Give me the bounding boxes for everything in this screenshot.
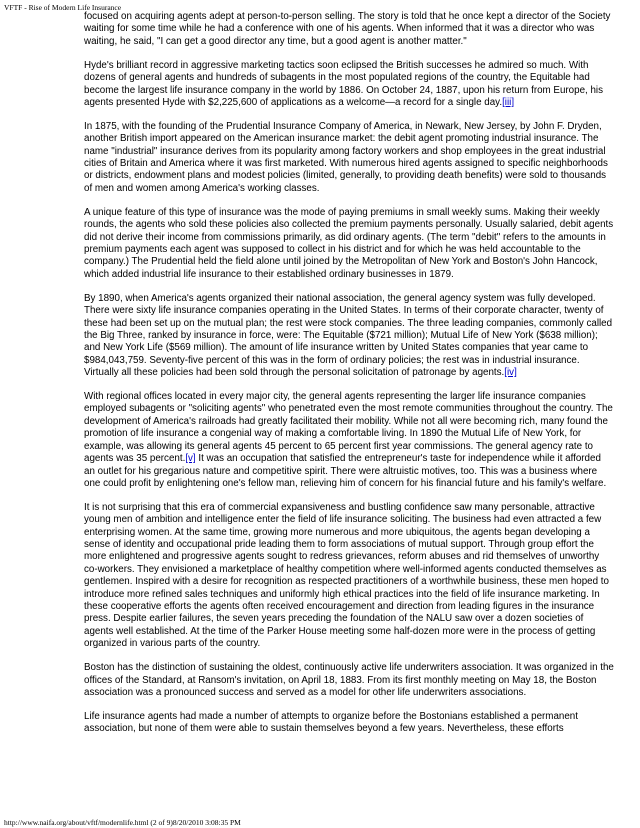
page-footer-url: http://www.naifa.org/about/vftf/modernlife.html (2 of 9)8/20/2010 3:08:35 PM	[4, 818, 241, 827]
article-body	[84, 11, 614, 747]
paragraph-text: A unique feature of this type of insurance was the mode of paying premiums in small weekly sums. Making their weekly rounds, the agents who sold these policies also collected the premium payments personally. Usually salaried, debit agents did not derive their income from commissions primarily, as did ordinary agents. (The term "debit" refers to the amounts in premium payments each agent was supposed to collect in his district and for which he was held accountable to the company.) The Prudential held the field alone until joined by the Metropolitan of New York and Boston's John Hancock, which added industrial life insurance to their established ordinary businesses in 1879.	[84, 206, 614, 280]
paragraph	[84, 502, 614, 651]
paragraph-text-continued: It was an occupation that satisfied the entrepreneur's taste for independence while it afforded an outlet for his gregarious nature and competitive spirit. There were altruistic motives, too. This was a business where one could profit by enlightening one's fellow man, relieving him of concern for his financial future and his family's welfare.	[84, 453, 607, 489]
paragraph-text: focused on acquiring agents adept at person-to-person selling. The story is told that he once kept a director of the Society waiting for some time while he had a conference with one of his agents. When informed that it was a director who was waiting, he said, "I can get a good director any time, but a good agent is another matter."	[84, 11, 611, 47]
paragraph	[84, 391, 614, 490]
paragraph-text: Hyde's brilliant record in aggressive marketing tactics soon eclipsed the British successes he admired so much. With dozens of general agents and hundreds of subagents in the most populated regions of the country, the Equitable had become the largest life insurance company in the world by 1886. On October 24, 1887, upon his return from Europe, his agents presented Hyde with $2,225,600 of applications as a welcome—a record for a single day.	[84, 59, 603, 108]
page-header: VFTF - Rise of Modern Life Insurance	[4, 3, 122, 12]
paragraph	[84, 60, 614, 110]
paragraph	[84, 711, 614, 736]
paragraph-text: With regional offices located in every major city, the general agents representing the larger life insurance companies employed subagents or "soliciting agents" who penetrated even the most remote communities throughout the country. The development of America's railroads had greatly facilitated their mobility. While not all were becoming rich, many found the promotion of life insurance a congenial way of making a comfortable living. In 1890 the Mutual Life of New York, for example, was allowing its general agents 45 percent to 65 percent first year commissions. The general agency rate to agents was 35 percent.	[84, 391, 613, 465]
paragraph	[84, 293, 614, 380]
paragraph	[84, 121, 614, 195]
paragraph-text: Life insurance agents had made a number of attempts to organize before the Bostonians established a permanent association, but none of them were able to sustain themselves beyond a few years. Nevertheless, these efforts	[84, 710, 578, 735]
paragraph	[84, 662, 614, 699]
footnote-link-iv[interactable]: [iv]	[504, 367, 517, 379]
footnote-link-iii[interactable]: [iii]	[502, 96, 515, 108]
paragraph-text: By 1890, when America's agents organized their national association, the general agency system was fully developed. There were sixty life insurance companies operating in the United States. In terms of their corporate character, twenty of these had been set up on the mutual plan; the rest were stock companies. The three leading companies, commonly called the Big Three, ranked by insurance in force, were: The Equitable ($721 million); Mutual Life of New York ($638 million); and New York Life ($569 million). The amount of life insurance written by United States companies that year came to $984,043,759. Seventy-five percent of this was in the form of ordinary policies; the rest was in industrial insurance. Virtually all these policies had been sold through the personal solicitation of patronage by agents.	[84, 292, 613, 379]
paragraph-text: It is not surprising that this era of commercial expansiveness and bustling confidence saw many personable, attractive young men of ambition and intelligence enter the field of life insurance soliciting. The business had even attracted a few enterprising women. At the same time, growing more numerous and more ubiquitous, the agents began developing a sense of identity and occupational pride leading them to form associations of mutual support. Through group effort the more enlightened and progressive agents sought to redress grievances, reform abuses and rid themselves of unworthy co-workers. They envisioned a marketplace of healthy competition where well-informed agents conducted themselves as gentlemen. Inspired with a desire for recognition as respected practitioners of a worthwhile business, these men hoped to introduce more refined sales techniques and uniformly high ethical practices into the field of life insurance marketing. In these cooperative efforts the agents often received encouragement and direction from leading figures in the insurance press. Despite earlier failures, the seven years preceding the foundation of the NALU saw over a dozen societies of agents well established. At the time of the Parker House meeting some half-dozen more were in the process of getting organized in various parts of the country.	[84, 501, 609, 650]
paragraph-text: In 1875, with the founding of the Prudential Insurance Company of America, in Newark, New Jersey, by John F. Dryden, another British import appeared on the American insurance market: the debit agent promoting industrial insurance. The name "industrial" insurance derives from its popularity among factory workers and shop employees in the great industrial cities of Britain and America where it was first marketed. With numerous hired agents assigned to specific neighborhoods or districts, endowment plans and modest policies (limited, generally, to providing death benefits) were sold to thousands of men and women among America's working classes.	[84, 120, 608, 194]
paragraph	[84, 207, 614, 281]
paragraph-text: Boston has the distinction of sustaining the oldest, continuously active life underwriters association. It was organized in the offices of the Standard, at Ransom's invitation, on April 18, 1883. From its first monthly meeting on May 18, the Boston association was a pronounced success and served as a model for other life underwriters associations.	[84, 662, 614, 698]
paragraph	[84, 11, 614, 48]
footnote-link-v[interactable]: [v]	[185, 453, 196, 465]
